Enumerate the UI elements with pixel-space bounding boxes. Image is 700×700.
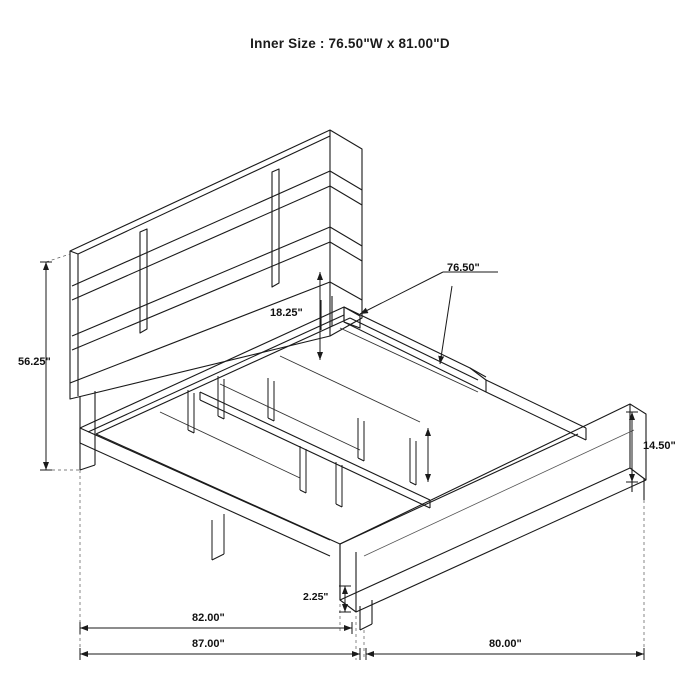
dimension-label-inner-width: 76.50"	[447, 262, 480, 274]
dimension-label-inner-length: 82.00"	[192, 612, 225, 624]
dimension-label-rail-clearance: 2.25"	[303, 591, 329, 603]
dimension-label-overall-height: 56.25"	[18, 356, 51, 368]
bed-frame-rails	[80, 307, 586, 556]
dimension-label-overall-length: 87.00"	[192, 638, 225, 650]
dimension-label-headboard-panel: 18.25"	[270, 307, 303, 319]
dimension-label-overall-width: 80.00"	[489, 638, 522, 650]
dimension-label-footboard-height: 14.50"	[643, 440, 676, 452]
footboard	[340, 404, 646, 630]
headboard	[70, 130, 362, 399]
page-title: Inner Size : 76.50"W x 81.00"D	[250, 36, 450, 51]
